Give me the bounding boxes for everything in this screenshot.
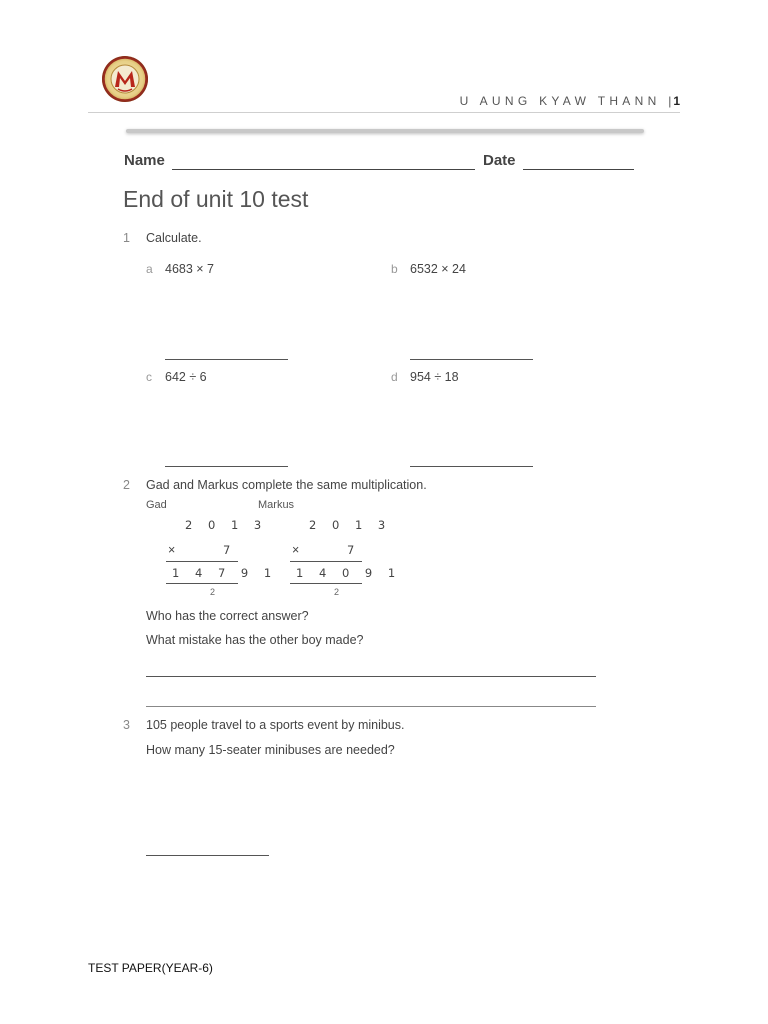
gad-top-number: 2 0 1 3 <box>185 518 268 532</box>
top-divider <box>126 129 644 133</box>
q1-number: 1 <box>123 231 130 245</box>
markus-name: Markus <box>258 499 295 511</box>
page-title: End of unit 10 test <box>123 186 309 212</box>
header-rule <box>88 112 680 113</box>
q1c-expr: 642 ÷ 6 <box>165 370 207 384</box>
gad-carry: 2 <box>210 587 216 597</box>
markus-carry: 2 <box>334 587 340 597</box>
markus-rule-top <box>290 561 362 562</box>
q1c-label: c <box>146 370 152 384</box>
name-field[interactable] <box>172 169 475 170</box>
q2-question-2: What mistake has the other boy made? <box>146 633 364 647</box>
q1d-expr: 954 ÷ 18 <box>410 370 459 384</box>
q3-text-1: 105 people travel to a sports event by minibus. <box>146 718 405 732</box>
q1-text: Calculate. <box>146 231 202 245</box>
q2-answer-line-1[interactable] <box>146 676 596 677</box>
q3-answer-line[interactable] <box>146 855 269 856</box>
header-name: U AUNG KYAW THANN <box>459 94 661 108</box>
q1a-label: a <box>146 262 153 276</box>
q2-number: 2 <box>123 478 130 492</box>
markus-result: 1 4 0 9 1 <box>296 566 402 580</box>
gad-mult-sign: × <box>168 543 176 557</box>
q1c-answer-line[interactable] <box>165 466 288 467</box>
q1b-label: b <box>391 262 398 276</box>
q1a-answer-line[interactable] <box>165 359 288 360</box>
school-logo <box>102 56 148 102</box>
markus-rule-bottom <box>290 583 362 584</box>
q1d-answer-line[interactable] <box>410 466 533 467</box>
gad-multiplier: 7 <box>223 543 237 557</box>
q1a-expr: 4683 × 7 <box>165 262 215 276</box>
q3-number: 3 <box>123 718 130 732</box>
date-label: Date <box>483 152 516 169</box>
gad-rule-bottom <box>166 583 238 584</box>
header-author <box>440 94 680 108</box>
q1b-expr: 6532 × 24 <box>410 262 466 276</box>
markus-mult-sign: × <box>292 543 300 557</box>
date-field[interactable] <box>523 169 634 170</box>
q1b-answer-line[interactable] <box>410 359 533 360</box>
gad-result: 1 4 7 9 1 <box>172 566 278 580</box>
gad-name: Gad <box>146 499 167 511</box>
q2-text: Gad and Markus complete the same multiplication. <box>146 478 427 492</box>
q2-question-1: Who has the correct answer? <box>146 609 309 623</box>
name-label: Name <box>124 152 165 169</box>
q1d-label: d <box>391 370 398 384</box>
markus-multiplier: 7 <box>347 543 361 557</box>
gad-rule-top <box>166 561 238 562</box>
q3-text-2: How many 15-seater minibuses are needed? <box>146 743 395 757</box>
markus-top-number: 2 0 1 3 <box>309 518 392 532</box>
page-number: 1 <box>673 94 680 108</box>
header-separator: | <box>668 94 672 108</box>
footer-text: TEST PAPER(YEAR-6) <box>88 961 213 975</box>
q2-answer-line-2[interactable] <box>146 706 596 707</box>
